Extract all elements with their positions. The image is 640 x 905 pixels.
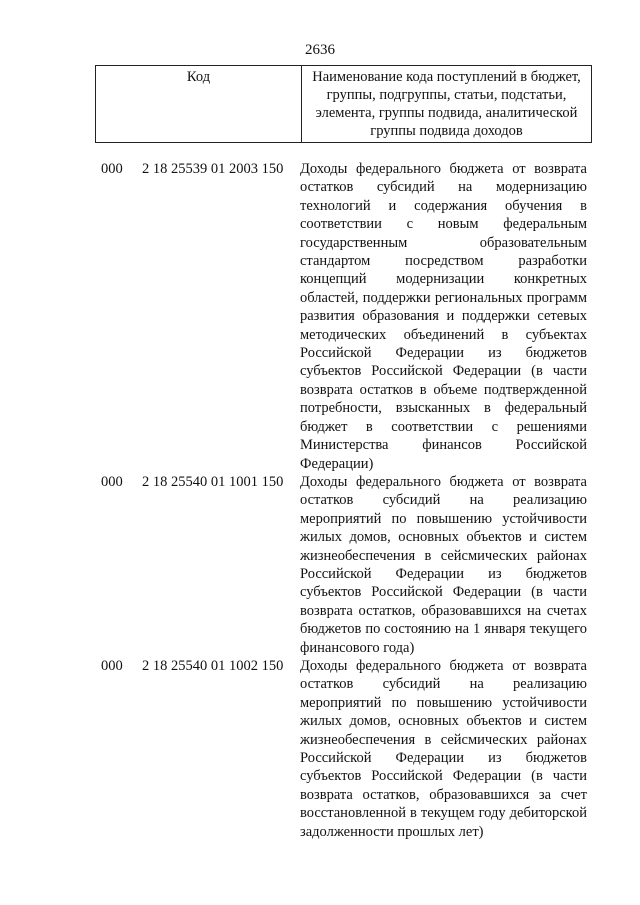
revenue-code: 2 18 25539 01 2003 150 — [142, 161, 284, 177]
administrator-code: 000 — [101, 657, 123, 674]
administrator-code: 000 — [101, 161, 123, 177]
revenue-code: 2 18 25540 01 1001 150 — [142, 473, 284, 490]
revenue-code-list — [0, 160, 640, 841]
table-row — [0, 657, 640, 841]
table-row — [0, 473, 640, 657]
header-code-column: Код — [96, 66, 302, 142]
table-header — [95, 65, 592, 143]
page-number: 2636 — [305, 42, 335, 58]
header-name-column: Наименование кода поступлений в бюджет, группы, подгруппы, статьи, подстатьи, элемента, группы подвида, аналитической группы подвида доходов — [312, 69, 581, 139]
administrator-code: 000 — [101, 473, 123, 490]
revenue-description: Доходы федерального бюджета от возврата остатков субсидий на модернизацию технологий и содержания обучения в соответствии с новым федеральным государственным образовательным стандартом посредством разработки концепций модернизации конкретных областей, поддержки региональных программ развития образования и поддержки сетевых методических объединений в субъектах Российской Федерации из бюджетов субъектов Российской Федерации (в части возврата остатков в объеме подтвержденной потребности, взысканных в федеральный бюджет в соответствии с решениями Министерства финансов Российской Федерации) — [300, 161, 587, 472]
revenue-description: Доходы федерального бюджета от возврата остатков субсидий на реализацию мероприятий по повышению устойчивости жилых домов, основных объектов и систем жизнеобеспечения в сейсмических районах Российской Федерации из бюджетов субъектов Российской Федерации (в части возврата остатков, образовавшихся за счет восстановленной в текущем году дебиторской задолженности прошлых лет) — [300, 657, 587, 840]
revenue-code: 2 18 25540 01 1002 150 — [142, 657, 284, 674]
revenue-description: Доходы федерального бюджета от возврата остатков субсидий на реализацию мероприятий по повышению устойчивости жилых домов, основных объектов и систем жизнеобеспечения в сейсмических районах Российской Федерации из бюджетов субъектов Российской Федерации (в части возврата остатков, образовавшихся на счетах бюджетов по состоянию на 1 января текущего финансового года) — [300, 473, 587, 656]
table-row — [0, 160, 640, 473]
